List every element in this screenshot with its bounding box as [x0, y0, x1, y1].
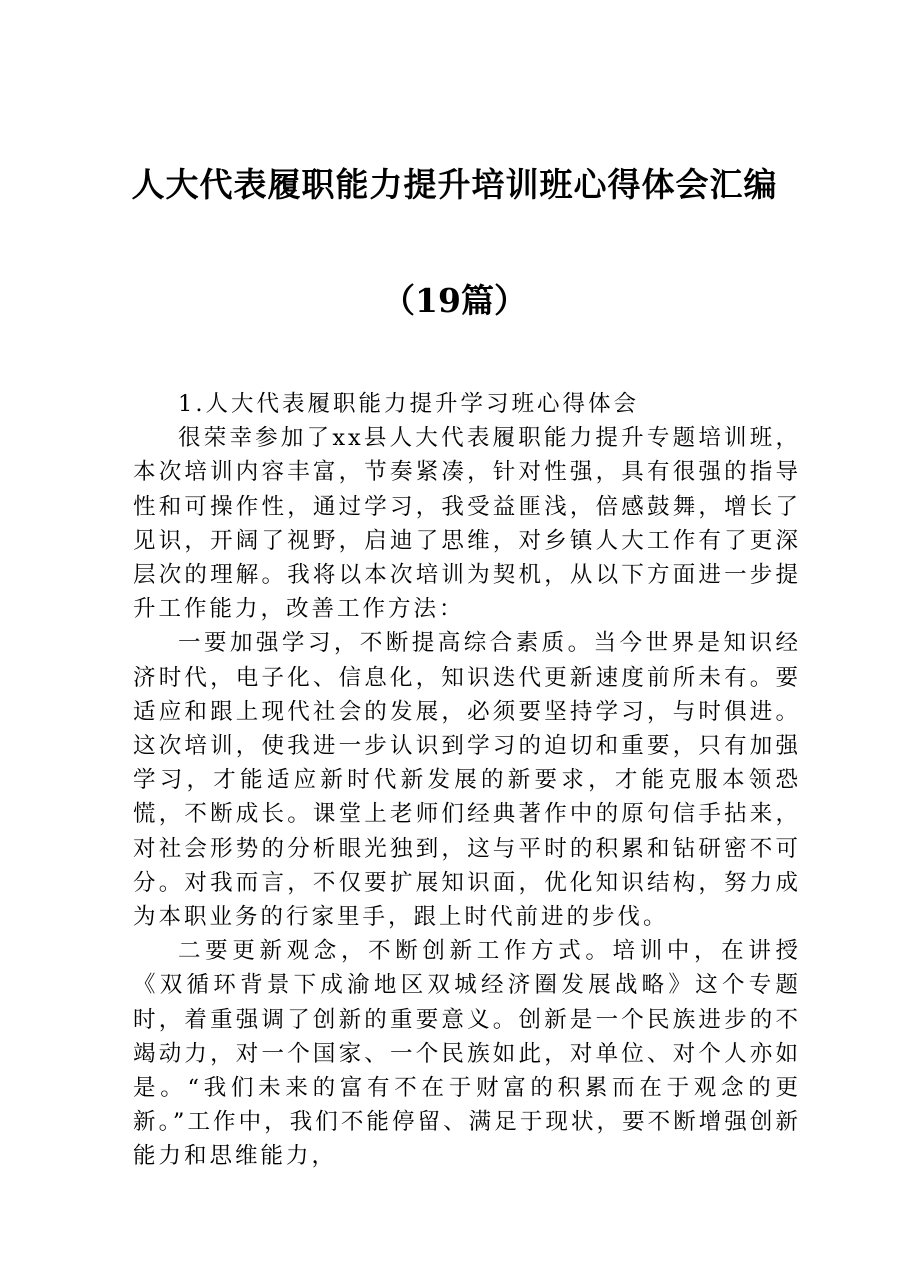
- body-paragraph: 一要加强学习，不断提高综合素质。当今世界是知识经济时代，电子化、信息化，知识迭代更新速度前所未有。要适应和跟上现代社会的发展，必须要坚持学习，与时俱进。这次培训，使我进一步认识到学习的迫切和重要，只有加强学习，才能适应新时代新发展的新要求，才能克服本领恐慌，不断成长。课堂上老师们经典著作中的原句信手拈来，对社会形势的分析眼光独到，这与平时的积累和钻研密不可分。对我而言，不仅要扩展知识面，优化知识结构，努力成为本职业务的行家里手，跟上时代前进的步伐。: [133, 630, 801, 931]
- document-subtitle: （19篇）: [382, 281, 527, 320]
- body-paragraph: 二要更新观念，不断创新工作方式。培训中，在讲授《双循环背景下成渝地区双城经济圈发展战略》这个专题时，着重强调了创新的重要意义。创新是一个民族进步的不竭动力，对一个国家、一个民族如此，对单位、对个人亦如是。“我们未来的富有不在于财富的积累而在于观念的更新。”工作中，我们不能停留、满足于现状，要不断增强创新能力和思维能力，: [133, 938, 801, 1170]
- body-paragraph: 很荣幸参加了xx县人大代表履职能力提升专题培训班，本次培训内容丰富，节奏紧凑，针对性强，具有很强的指导性和可操作性，通过学习，我受益匪浅，倍感鼓舞，增长了见识，开阔了视野，启迪了思维，对乡镇人大工作有了更深层次的理解。我将以本次培训为契机，从以下方面进一步提升工作能力，改善工作方法：: [133, 425, 801, 623]
- document-body: [133, 387, 801, 1174]
- section-heading: 1.人大代表履职能力提升学习班心得体会: [178, 391, 639, 417]
- document-title: 人大代表履职能力提升培训班心得体会汇编: [131, 165, 778, 204]
